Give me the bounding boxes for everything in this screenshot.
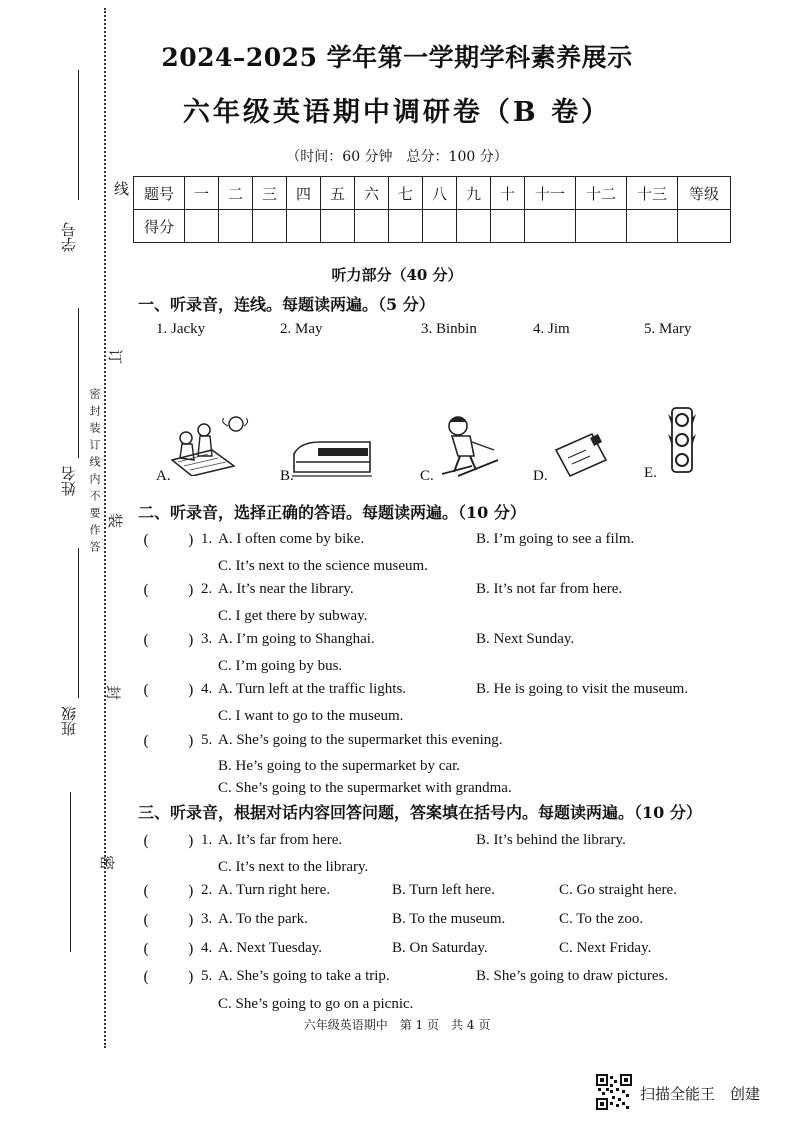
option-c: C. She’s going to the supermarket with grandma. xyxy=(218,780,512,796)
pic-label-a: A. xyxy=(156,468,171,484)
option-c: C. It’s next to the science museum. xyxy=(218,558,428,574)
page-footer: 六年级英语期中 第 1 页 共 4 页 xyxy=(303,1018,491,1032)
margin-char-bind: 订 xyxy=(106,348,125,365)
extra-line xyxy=(70,792,71,952)
answer-paren-close: ) xyxy=(188,911,194,929)
question-number: 2. xyxy=(201,581,213,597)
score-cell[interactable] xyxy=(389,210,423,243)
option-a: A. To the park. xyxy=(218,911,308,927)
s1-name-3: 3. Binbin xyxy=(421,321,477,337)
score-table xyxy=(133,176,731,243)
score-cell[interactable] xyxy=(576,210,627,243)
answer-paren-close: ) xyxy=(188,581,194,599)
option-b: B. On Saturday. xyxy=(392,940,488,956)
answer-paren-open[interactable]: ( xyxy=(143,581,149,599)
pic-label-c: C. xyxy=(420,468,434,484)
option-b: B. He’s going to the supermarket by car. xyxy=(218,758,461,774)
option-b: B. Turn left here. xyxy=(392,882,495,898)
margin-warning: 密封装订线内不要作答 xyxy=(88,388,101,558)
option-b: B. It’s behind the library. xyxy=(476,832,626,848)
option-b: B. Next Sunday. xyxy=(476,631,575,647)
score-col: 七 xyxy=(389,177,423,210)
option-a: A. She’s going to the supermarket this evening. xyxy=(218,732,503,748)
s1-name-4: 4. Jim xyxy=(533,321,570,337)
score-table-score-row xyxy=(134,210,731,243)
score-col: 九 xyxy=(457,177,491,210)
score-col: 五 xyxy=(321,177,355,210)
question-number: 5. xyxy=(201,732,213,748)
option-a: A. I’m going to Shanghai. xyxy=(218,631,375,647)
answer-paren-open[interactable]: ( xyxy=(143,882,149,900)
question-number: 3. xyxy=(201,631,213,647)
score-cell[interactable] xyxy=(185,210,219,243)
pic-label-d: D. xyxy=(533,468,548,484)
score-col: 十三 xyxy=(627,177,678,210)
option-a: A. Next Tuesday. xyxy=(218,940,323,956)
option-c: C. I get there by subway. xyxy=(218,608,368,624)
score-cell[interactable] xyxy=(627,210,678,243)
margin-char-seal: 封 xyxy=(104,684,123,701)
pic-label-b: B. xyxy=(280,468,294,484)
score-cell[interactable] xyxy=(219,210,253,243)
exam-title-line2: 六年级英语期中调研卷（B 卷） xyxy=(182,97,612,128)
option-a: A. Turn right here. xyxy=(218,882,331,898)
answer-paren-open[interactable]: ( xyxy=(143,531,149,549)
score-col: 一 xyxy=(185,177,219,210)
question-number: 4. xyxy=(201,940,213,956)
score-table-header-row xyxy=(134,177,731,210)
question-number: 5. xyxy=(201,968,213,984)
section2-title: 二、听录音，选择正确的答语。每题读两遍。（10 分） xyxy=(138,503,526,522)
name-label: 姓名 xyxy=(60,466,78,496)
option-a: A. It’s far from here. xyxy=(218,832,343,848)
question-number: 1. xyxy=(201,531,213,547)
score-cell[interactable] xyxy=(253,210,287,243)
score-cell[interactable] xyxy=(287,210,321,243)
s1-name-1: 1. Jacky xyxy=(156,321,206,337)
exam-title-line1: 2024–2025 学年第一学期学科素养展示 xyxy=(161,43,633,72)
answer-paren-close: ) xyxy=(188,681,194,699)
question-number: 3. xyxy=(201,911,213,927)
option-b: B. I’m going to see a film. xyxy=(476,531,635,547)
score-col: 六 xyxy=(355,177,389,210)
answer-paren-open[interactable]: ( xyxy=(143,911,149,929)
student-no-label: 学号 xyxy=(60,222,78,252)
option-a: A. Turn left at the traffic lights. xyxy=(218,681,407,697)
option-b: B. She’s going to draw pictures. xyxy=(476,968,669,984)
qr-code-icon xyxy=(596,1074,632,1110)
answer-paren-close: ) xyxy=(188,940,194,958)
option-b: B. He is going to visit the museum. xyxy=(476,681,689,697)
option-c: C. To the zoo. xyxy=(559,911,644,927)
scanner-watermark-text: 扫描全能王 创建 xyxy=(640,1085,761,1103)
section1-title: 一、听录音，连线。每题读两遍。（5 分） xyxy=(138,295,435,314)
answer-paren-open[interactable]: ( xyxy=(143,681,149,699)
option-c: C. Go straight here. xyxy=(559,882,677,898)
margin-char-secret: 密 xyxy=(98,854,117,871)
exam-info: （时间：60 分钟 总分：100 分） xyxy=(286,149,508,165)
option-c: C. It’s next to the library. xyxy=(218,859,369,875)
option-a: A. I often come by bike. xyxy=(218,531,365,547)
answer-paren-close: ) xyxy=(188,832,194,850)
option-b: B. To the museum. xyxy=(392,911,506,927)
margin-char-pack: 装 xyxy=(106,512,125,529)
class-label: 班级 xyxy=(60,706,78,736)
letter-icon xyxy=(552,428,608,478)
traffic-light-icon xyxy=(666,406,698,476)
score-col: 八 xyxy=(423,177,457,210)
answer-paren-close: ) xyxy=(188,631,194,649)
answer-paren-close: ) xyxy=(188,882,194,900)
option-b: B. It’s not far from here. xyxy=(476,581,623,597)
answer-paren-close: ) xyxy=(188,732,194,750)
option-c: C. I’m going by bus. xyxy=(218,658,343,674)
score-cell[interactable] xyxy=(491,210,525,243)
score-col: 三 xyxy=(253,177,287,210)
score-cell[interactable] xyxy=(355,210,389,243)
skiing-icon xyxy=(436,412,504,480)
name-line xyxy=(78,308,79,458)
option-c: C. She’s going to go on a picnic. xyxy=(218,996,414,1012)
score-col: 等级 xyxy=(678,177,731,210)
score-col: 十一 xyxy=(525,177,576,210)
question-number: 1. xyxy=(201,832,213,848)
margin-char-line: 线 xyxy=(114,180,130,198)
score-col: 十二 xyxy=(576,177,627,210)
answer-paren-open[interactable]: ( xyxy=(143,940,149,958)
section3-title: 三、听录音，根据对话内容回答问题，答案填在括号内。每题读两遍。（10 分） xyxy=(138,803,702,822)
train-icon xyxy=(290,438,372,478)
score-cell[interactable] xyxy=(678,210,731,243)
pic-label-e: E. xyxy=(644,465,657,481)
score-cell[interactable] xyxy=(423,210,457,243)
answer-paren-open[interactable]: ( xyxy=(143,832,149,850)
answer-paren-open[interactable]: ( xyxy=(143,631,149,649)
score-col: 四 xyxy=(287,177,321,210)
s1-name-2: 2. May xyxy=(280,321,323,337)
option-a: A. It’s near the library. xyxy=(218,581,354,597)
score-cell[interactable] xyxy=(525,210,576,243)
question-number: 2. xyxy=(201,882,213,898)
option-c: C. I want to go to the museum. xyxy=(218,708,404,724)
score-cell[interactable] xyxy=(457,210,491,243)
class-line xyxy=(78,548,79,698)
score-col: 二 xyxy=(219,177,253,210)
question-number: 4. xyxy=(201,681,213,697)
answer-paren-open[interactable]: ( xyxy=(143,732,149,750)
score-table-row1-label: 题号 xyxy=(134,177,185,210)
answer-paren-open[interactable]: ( xyxy=(143,968,149,986)
s1-name-5: 5. Mary xyxy=(644,321,692,337)
option-c: C. Next Friday. xyxy=(559,940,652,956)
answer-paren-close: ) xyxy=(188,531,194,549)
answer-paren-close: ) xyxy=(188,968,194,986)
score-cell[interactable] xyxy=(321,210,355,243)
option-a: A. She’s going to take a trip. xyxy=(218,968,390,984)
score-col: 十 xyxy=(491,177,525,210)
score-table-row2-label: 得分 xyxy=(134,210,185,243)
picnic-icon xyxy=(168,414,252,476)
listening-heading: 听力部分（40 分） xyxy=(331,266,463,284)
